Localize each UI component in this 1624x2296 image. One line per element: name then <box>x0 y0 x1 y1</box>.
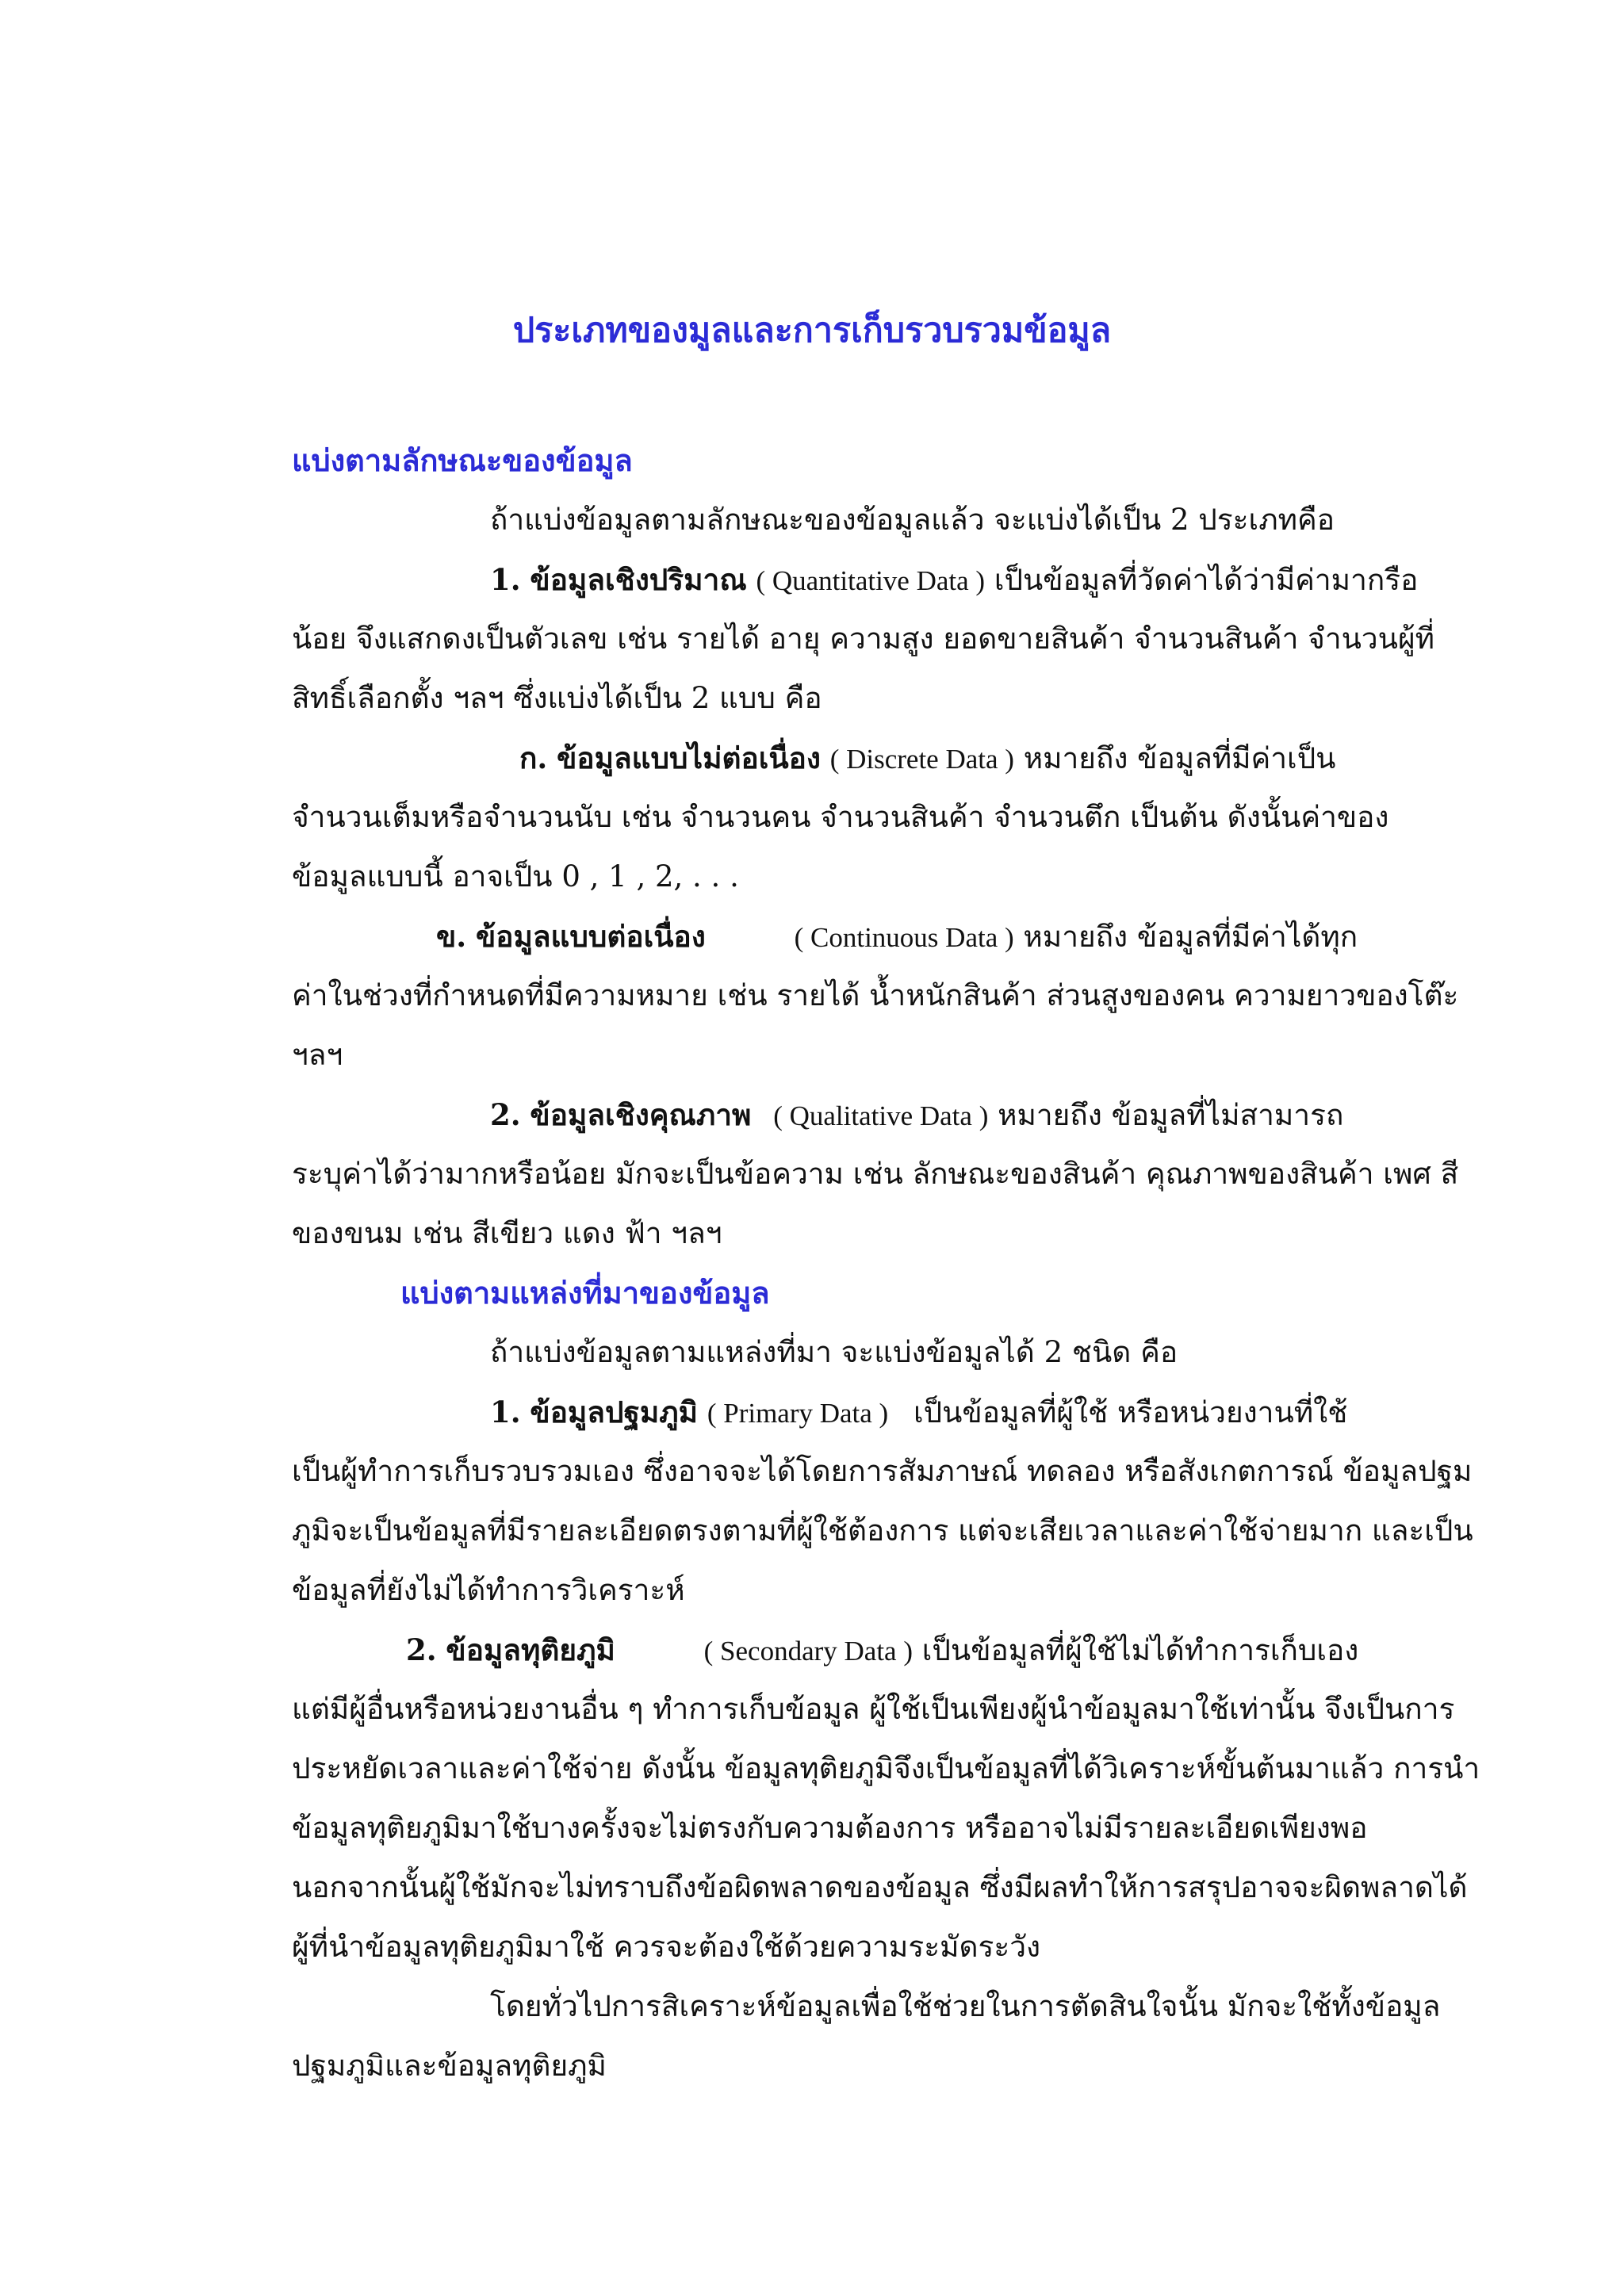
closing-line: โดยทั่วไปการสิเคราะห์ข้อมูลเพื่อใช้ช่วยในการตัดสินใจนั้น มักจะใช้ทั้งข้อมูล <box>490 1989 1441 2023</box>
page-title: ประเภทของมูลและการเก็บรวบรวมข้อมูล <box>512 311 1112 350</box>
item-number: 2. <box>490 1097 521 1132</box>
item-text: หมายถึง ข้อมูลที่ไม่สามารถ <box>998 1098 1344 1132</box>
primary-item <box>490 1390 1347 1436</box>
qualitative-item <box>490 1093 1343 1138</box>
closing-line: ปฐมภูมิและข้อมูลทุติยภูมิ <box>292 2049 607 2083</box>
item-english-term: ( Discrete Data ) <box>829 744 1014 775</box>
continuous-item <box>436 914 1358 960</box>
paragraph-line: จำนวนเต็มหรือจำนวนนับ เช่น จำนวนคน จำนวนสินค้า จำนวนตึก เป็นต้น ดังนั้นค่าของ <box>292 800 1389 834</box>
item-english-term: ( Primary Data ) <box>707 1398 889 1429</box>
discrete-item <box>519 736 1335 782</box>
item-english-term: ( Continuous Data ) <box>794 922 1014 953</box>
paragraph-line: สิทธิ์เลือกตั้ง ฯลฯ ซึ่งแบ่งได้เป็น 2 แบบ คือ <box>292 681 822 715</box>
item-text: เป็นข้อมูลที่ผู้ใช้ หรือหน่วยงานที่ใช้ <box>913 1395 1348 1429</box>
secondary-item <box>406 1628 1358 1674</box>
section-heading-characteristics: แบ่งตามลักษณะของข้อมูล <box>292 442 633 478</box>
quantitative-item <box>490 557 1418 603</box>
paragraph-line: ข้อมูลแบบนี้ อาจเป็น 0 , 1 , 2, . . . <box>292 859 739 894</box>
item-english-term: ( Quantitative Data ) <box>756 565 986 596</box>
item-english-term: ( Secondary Data ) <box>703 1636 913 1667</box>
item-number: 1. <box>490 562 521 597</box>
paragraph-line: เป็นผู้ทำการเก็บรวบรวมเอง ซึ่งอาจจะได้โดยการสัมภาษณ์ ทดลอง หรือสังเกตการณ์ ข้อมูลปฐม <box>292 1454 1473 1488</box>
item-text: เป็นข้อมูลที่ผู้ใช้ไม่ได้ทำการเก็บเอง <box>921 1633 1359 1667</box>
item-number: ข. <box>436 919 467 954</box>
paragraph-line: นอกจากนั้นผู้ใช้มักจะไม่ทราบถึงข้อผิดพลาดของข้อมูล ซึ่งมีผลทำให้การสรุปอาจจะผิดพลาดได้ <box>292 1870 1468 1904</box>
paragraph-line: ของขนม เช่น สีเขียว แดง ฟ้า ฯลฯ <box>292 1216 722 1250</box>
item-number: ก. <box>519 740 548 775</box>
paragraph-line: ภูมิจะเป็นข้อมูลที่มีรายละเอียดตรงตามที่ผู้ใช้ต้องการ แต่จะเสียเวลาและค่าใช้จ่ายมาก และเป็น <box>292 1513 1473 1548</box>
paragraph-line: น้อย จึงแสกดงเป็นตัวเลข เช่น รายได้ อายุ ความสูง ยอดขายสินค้า จำนวนสินค้า จำนวนผู้ที่ <box>292 622 1435 656</box>
paragraph-line: ข้อมูลทุติยภูมิมาใช้บางครั้งจะไม่ตรงกับความต้องการ หรืออาจไม่มีรายละเอียดเพียงพอ <box>292 1811 1368 1845</box>
paragraph-line: ค่าในช่วงที่กำหนดที่มีความหมาย เช่น รายได้ น้ำหนักสินค้า ส่วนสูงของคน ความยาวของโต๊ะ <box>292 978 1459 1012</box>
paragraph-line: ฯลฯ <box>292 1038 343 1072</box>
item-label: ข้อมูลเชิงปริมาณ <box>530 562 747 597</box>
paragraph-line: ระบุค่าได้ว่ามากหรือน้อย มักจะเป็นข้อความ เช่น ลักษณะของสินค้า คุณภาพของสินค้า เพศ สี <box>292 1157 1459 1191</box>
section-heading-source: แบ่งตามแหล่งที่มาของข้อมูล <box>400 1275 770 1311</box>
item-label: ข้อมูลปฐมภูมิ <box>530 1395 699 1429</box>
item-text: เป็นข้อมูลที่วัดค่าได้ว่ามีค่ามากรือ <box>994 563 1419 597</box>
item-text: หมายถึง ข้อมูลที่มีค่าเป็น <box>1023 741 1336 775</box>
section2-intro: ถ้าแบ่งข้อมูลตามแหล่งที่มา จะแบ่งข้อมูลได้ 2 ชนิด คือ <box>490 1335 1178 1369</box>
item-label: ข้อมูลเชิงคุณภาพ <box>530 1097 752 1132</box>
item-label: ข้อมูลแบบต่อเนื่อง <box>475 919 706 954</box>
paragraph-line: แต่มีผู้อื่นหรือหน่วยงานอื่น ๆ ทำการเก็บข้อมูล ผู้ใช้เป็นเพียงผู้นำข้อมูลมาใช้เท่านั้น จึงเป็นการ <box>292 1692 1455 1726</box>
section1-intro: ถ้าแบ่งข้อมูลตามลักษณะของข้อมูลแล้ว จะแบ่งได้เป็น 2 ประเภทคือ <box>490 503 1335 537</box>
paragraph-line: ประหยัดเวลาและค่าใช้จ่าย ดังนั้น ข้อมูลทุติยภูมิจึงเป็นข้อมูลที่ได้วิเคราะห์ขั้นต้นมาแล้ว การนำ <box>292 1751 1480 1785</box>
paragraph-line: ผู้ที่นำข้อมูลทุติยภูมิมาใช้ ควรจะต้องใช้ด้วยความระมัดระวัง <box>292 1930 1041 1964</box>
item-label: ข้อมูลทุติยภูมิ <box>446 1632 615 1667</box>
item-text: หมายถึง ข้อมูลที่มีค่าได้ทุก <box>1023 920 1358 954</box>
item-english-term: ( Qualitative Data ) <box>773 1100 989 1131</box>
item-number: 2. <box>406 1632 437 1667</box>
item-label: ข้อมูลแบบไม่ต่อเนื่อง <box>557 740 821 775</box>
item-number: 1. <box>490 1395 521 1429</box>
paragraph-line: ข้อมูลที่ยังไม่ได้ทำการวิเคราะห์ <box>292 1573 685 1607</box>
